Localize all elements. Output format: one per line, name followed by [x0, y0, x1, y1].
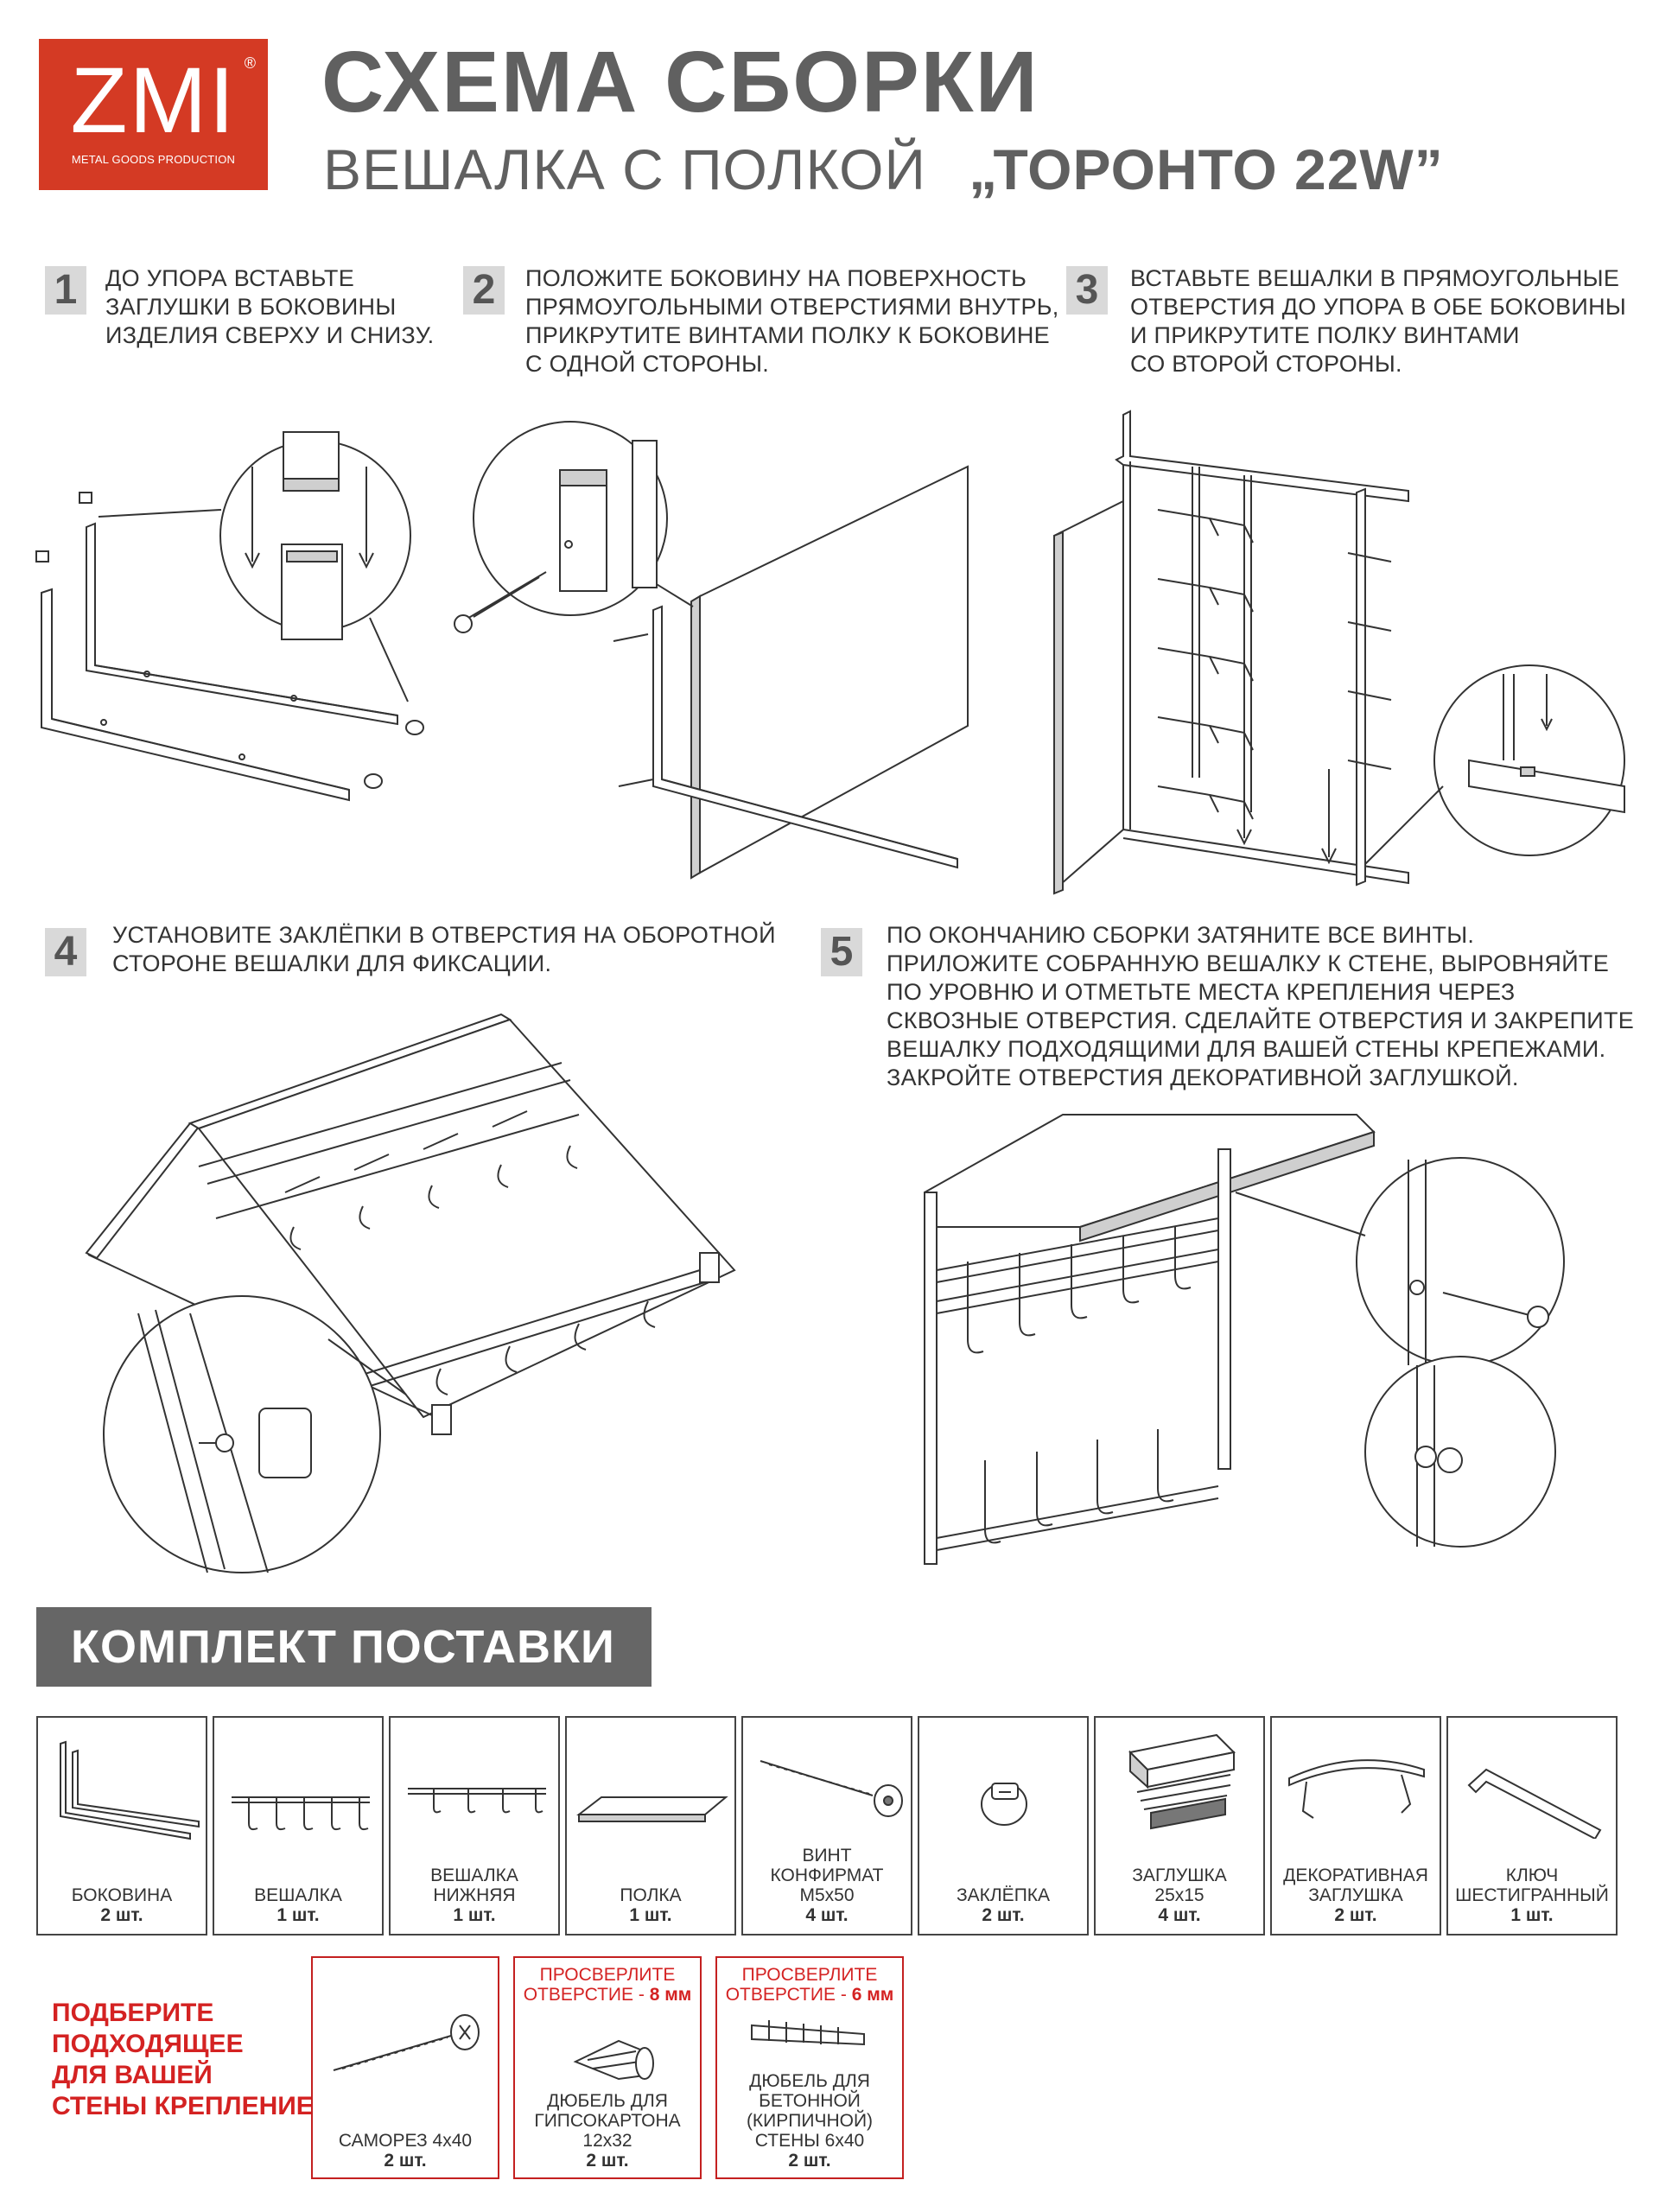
end-cap-icon [1096, 1718, 1267, 1839]
drill-size: 6 мм [851, 1985, 894, 2005]
hex-key-icon [1448, 1718, 1619, 1839]
step-2-line: ПРЯМОУГОЛЬНЫМИ ОТВЕРСТИЯМИ ВНУТРЬ, [525, 294, 1059, 320]
kit-item-qty: 1 шт. [276, 1905, 320, 1925]
side-panel-icon [38, 1718, 209, 1856]
kit-item-name: ВИНТ [802, 1846, 852, 1866]
step-4-illustration [78, 985, 821, 1607]
kit-item-name: БОКОВИНА [71, 1885, 173, 1905]
kit-item-qty: 1 шт. [629, 1905, 672, 1925]
kit-item-hanger [213, 1716, 384, 1936]
hanger-icon [214, 1718, 385, 1856]
step-5-text [887, 921, 1634, 1092]
drill-note [717, 1965, 902, 2005]
step-2-line: С ОДНОЙ СТОРОНЫ. [525, 351, 770, 377]
drill-note-line: ОТВЕРСТИЕ - [523, 1985, 650, 2005]
kit-item-lower-hanger [389, 1716, 560, 1936]
kit-item-qty: 1 шт. [1510, 1905, 1554, 1925]
kit-item-confirmat-screw [741, 1716, 912, 1936]
logo-registered-mark: ® [244, 54, 256, 72]
screw-icon [743, 1718, 914, 1839]
kit-item-side-panel [36, 1716, 207, 1936]
fixing-advice-line: СТЕНЫ КРЕПЛЕНИЕ [52, 2092, 314, 2120]
kit-item-name: ЗАКЛЁПКА [956, 1885, 1051, 1905]
step-5-line: ЗАКРОЙТЕ ОТВЕРСТИЯ ДЕКОРАТИВНОЙ ЗАГЛУШКОЙ. [887, 1065, 1519, 1090]
kit-item-name: 25х15 [1154, 1885, 1205, 1905]
fixing-item-drywall-anchor [513, 1956, 702, 2179]
decorative-cap-icon [1272, 1718, 1443, 1839]
drill-note-line: ОТВЕРСТИЕ - [725, 1985, 852, 2005]
fixing-item-qty: 2 шт. [586, 2151, 629, 2171]
kit-item-qty: 4 шт. [805, 1905, 849, 1925]
step-3-text [1130, 264, 1626, 378]
step-5-line: ПО УРОВНЮ И ОТМЕТЬТЕ МЕСТА КРЕПЛЕНИЯ ЧЕРЕЗ [887, 979, 1516, 1005]
step-3-line: И ПРИКРУТИТЕ ПОЛКУ ВИНТАМИ [1130, 322, 1520, 348]
kit-item-hex-key [1446, 1716, 1618, 1936]
step-4-number: 4 [45, 928, 86, 976]
kit-item-qty: 4 шт. [1158, 1905, 1201, 1925]
step-3-number: 3 [1066, 266, 1108, 315]
drill-note-line: ПРОСВЕРЛИТЕ [539, 1965, 676, 1985]
fixing-item-name: ГИПСОКАРТОНА [534, 2111, 681, 2131]
kit-item-qty: 1 шт. [453, 1905, 496, 1925]
kit-item-name: ЗАГЛУШКА [1308, 1885, 1403, 1905]
fixing-item-name: 12х32 [582, 2131, 632, 2151]
step-1-illustration [17, 406, 467, 821]
fixing-item-name: ДЮБЕЛЬ ДЛЯ [749, 2071, 870, 2091]
fixing-advice-line: ПОДБЕРИТЕ [52, 1999, 214, 2027]
fixing-item-self-tapping-screw [311, 1956, 499, 2179]
fixing-item-qty: 2 шт. [788, 2151, 831, 2171]
step-4-line: УСТАНОВИТЕ ЗАКЛЁПКИ В ОТВЕРСТИЯ НА ОБОРОТНОЙ [112, 922, 776, 948]
logo-brand: ZMI [70, 48, 237, 152]
kit-item-qty: 2 шт. [100, 1905, 143, 1925]
step-1-text [105, 264, 434, 350]
kit-item-name: ЗАГЛУШКА [1132, 1866, 1227, 1885]
drill-note-line: ПРОСВЕРЛИТЕ [741, 1965, 878, 1985]
step-5-number: 5 [821, 928, 862, 976]
step-3-line: ОТВЕРСТИЯ ДО УПОРА В ОБЕ БОКОВИНЫ [1130, 294, 1627, 320]
kit-item-end-cap [1094, 1716, 1265, 1936]
step-1-line: ЗАГЛУШКИ В БОКОВИНЫ [105, 294, 397, 320]
fixing-item-name: СТЕНЫ 6х40 [754, 2131, 865, 2151]
kit-item-name: ДЕКОРАТИВНАЯ [1283, 1866, 1428, 1885]
fixing-item-name: (КИРПИЧНОЙ) [746, 2111, 874, 2131]
self-tapping-screw-icon [313, 1958, 501, 2113]
rivet-icon [919, 1718, 1090, 1856]
kit-item-shelf [565, 1716, 736, 1936]
drill-note [515, 1965, 700, 2005]
shelf-icon [567, 1718, 738, 1856]
step-2-text [525, 264, 1059, 378]
kit-item-name: НИЖНЯЯ [433, 1885, 516, 1905]
kit-item-name: ВЕШАЛКА [430, 1866, 518, 1885]
step-2-number: 2 [463, 266, 505, 315]
fixing-item-name: ДЮБЕЛЬ ДЛЯ [547, 2091, 668, 2111]
step-5-line: СКВОЗНЫЕ ОТВЕРСТИЯ. СДЕЛАЙТЕ ОТВЕРСТИЯ И ЗАКРЕПИТЕ [887, 1007, 1635, 1033]
kit-item-name: ШЕСТИГРАННЫЙ [1455, 1885, 1609, 1905]
step-5-line: ПО ОКОНЧАНИЮ СБОРКИ ЗАТЯНИТЕ ВСЕ ВИНТЫ. [887, 922, 1475, 948]
step-2-illustration [449, 406, 1002, 890]
step-5-line: ВЕШАЛКУ ПОДХОДЯЩИМИ ДЛЯ ВАШЕЙ СТЕНЫ КРЕПЕЖАМИ. [887, 1036, 1606, 1062]
kit-item-name: ВЕШАЛКА [254, 1885, 342, 1905]
page-subtitle [323, 137, 1444, 202]
subtitle-model: „ТОРОНТО 22W” [969, 137, 1444, 201]
step-1-line: ИЗДЕЛИЯ СВЕРХУ И СНИЗУ. [105, 322, 435, 348]
step-5-line: ПРИЛОЖИТЕ СОБРАННУЮ ВЕШАЛКУ К СТЕНЕ, ВЫРОВНЯЙТЕ [887, 950, 1610, 976]
kit-item-qty: 2 шт. [982, 1905, 1025, 1925]
step-1-number: 1 [45, 266, 86, 315]
kit-item-qty: 2 шт. [1334, 1905, 1377, 1925]
fixing-advice-line: ПОДХОДЯЩЕЕ [52, 2030, 244, 2058]
step-3-illustration [1037, 380, 1642, 916]
step-3-line: СО ВТОРОЙ СТОРОНЫ. [1130, 351, 1402, 377]
fixing-item-qty: 2 шт. [384, 2151, 427, 2171]
step-2-line: ПОЛОЖИТЕ БОКОВИНУ НА ПОВЕРХНОСТЬ [525, 265, 1027, 291]
step-1-line: ДО УПОРА ВСТАВЬТЕ [105, 265, 355, 291]
step-4-text [112, 921, 776, 978]
step-2-line: ПРИКРУТИТЕ ВИНТАМИ ПОЛКУ К БОКОВИНЕ [525, 322, 1050, 348]
fixing-item-concrete-anchor [715, 1956, 904, 2179]
kit-item-name: КОНФИРМАТ [770, 1866, 884, 1885]
subtitle-product: ВЕШАЛКА С ПОЛКОЙ [323, 137, 926, 201]
fixing-advice-line: ДЛЯ ВАШЕЙ [52, 2061, 213, 2089]
lower-hanger-icon [391, 1718, 562, 1839]
kit-item-name: КЛЮЧ [1505, 1866, 1559, 1885]
kit-item-name: ПОЛКА [620, 1885, 682, 1905]
kit-item-name: М5х50 [799, 1885, 855, 1905]
page-title: СХЕМА СБОРКИ [321, 34, 1039, 130]
step-3-line: ВСТАВЬТЕ ВЕШАЛКИ В ПРЯМОУГОЛЬНЫЕ [1130, 265, 1620, 291]
step-4-line: СТОРОНЕ ВЕШАЛКИ ДЛЯ ФИКСАЦИИ. [112, 950, 552, 976]
fixing-advice [52, 1998, 314, 2122]
kit-item-decorative-cap [1270, 1716, 1441, 1936]
kit-item-rivet [918, 1716, 1089, 1936]
logo-tagline: METAL GOODS PRODUCTION [71, 153, 236, 166]
kit-section-title: КОМПЛЕКТ ПОСТАВКИ [36, 1607, 652, 1687]
step-5-illustration [907, 1097, 1633, 1581]
fixing-item-name: БЕТОННОЙ [759, 2091, 861, 2111]
drill-size: 8 мм [649, 1985, 692, 2005]
fixing-item-name: САМОРЕЗ 4х40 [338, 2131, 473, 2151]
brand-logo [39, 39, 268, 190]
